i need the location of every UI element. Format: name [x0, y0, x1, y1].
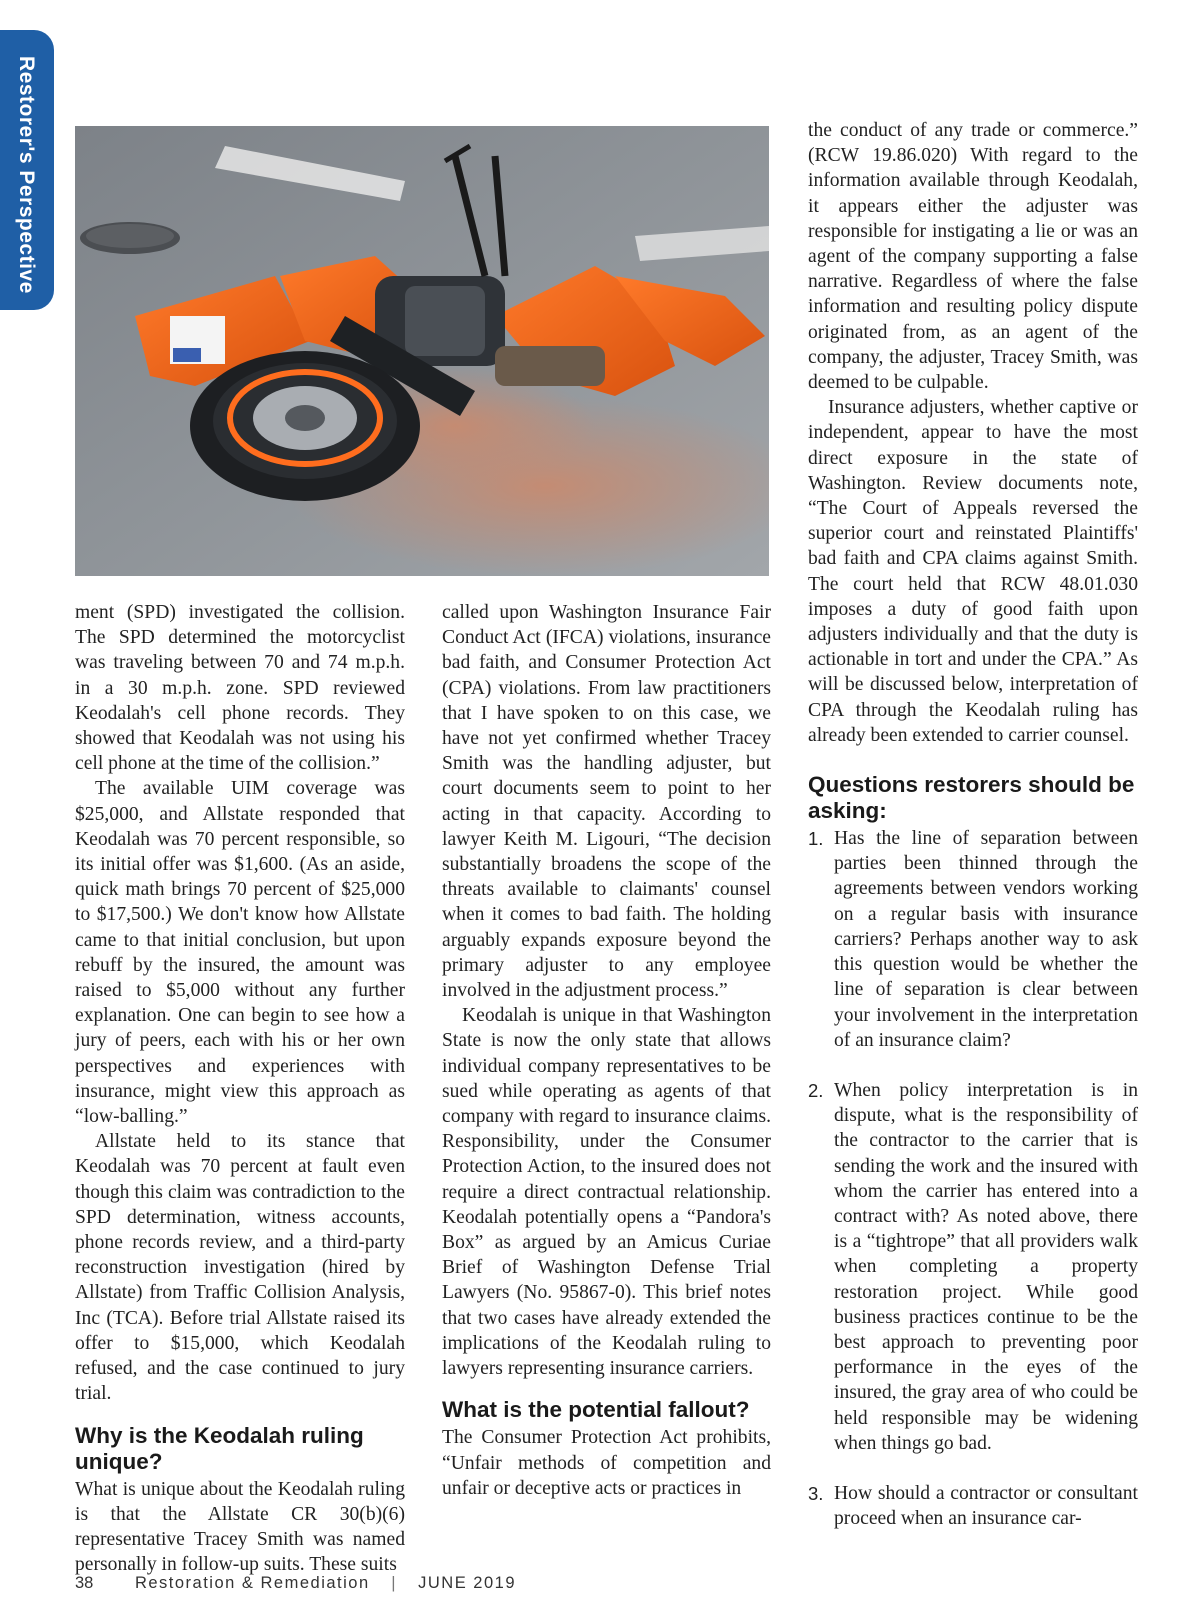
paragraph: Insurance adjusters, whether captive or independent, appear to have the most direct exposure in the state of Washington. Review documents note, “The Court of Appeals reversed the superior court and reinstated Plaintiffs' bad faith and CPA claims against Smith. The court held that RCW 48.01.030 imposes a duty of good faith upon adjusters individually and that the duty is actionable in tort and under the CPA.” As will be discussed below, interpretation of CPA through the Keodalah ruling has already been extended to carrier counsel. [808, 397, 1138, 746]
paragraph: called upon Washington Insurance Fair Conduct Act (IFCA) violations, insurance bad faith, and Consumer Protection Act (CPA) violations. From law practitioners that I have spoken to on this case, we have not yet confirmed whether Tracey Smith was the handling adjuster, but court documents seem to point to her acting in that capacity. According to lawyer Keith M. Ligouri, “The decision substantially broadens the scope of the threats available to claimants' counsel when it comes to bad faith. The holding arguably expands exposure beyond the primary adjuster to any employee involved in the adjustment process.” [442, 602, 771, 1002]
questions-list [808, 826, 1138, 1531]
column-left [75, 600, 405, 1577]
subheading-questions: Questions restorers should be asking: [808, 772, 1135, 824]
article-photo-motorcycle-crash [75, 126, 769, 576]
paragraph: Allstate held to its stance that Keodalah was 70 percent at fault even though this claim was contradiction to the SPD determination, witness accounts, phone records review, and a third-party reconstruction investigation (hired by Allstate) from Traffic Collision Analysis, Inc (TCA). Before trial Allstate raised its offer to $15,000, which Keodalah refused, and the case continued to jury trial. [75, 1131, 405, 1405]
paragraph: What is unique about the Keodalah ruling is that the Allstate CR 30(b)(6) representative Tracey Smith was named personally in follow-up suits. These suits [75, 1478, 405, 1576]
list-item-number: 1. [808, 828, 824, 850]
paragraph: Keodalah is unique in that Washington State is now the only state that allows individual company representatives to be sued while operating as agents of that company with regard to insurance claims. Responsibility, under the Consumer Protection Action, to the insured does not require a direct contractual relationship. Keodalah potentially opens a “Pandora's Box” as argued by an Amicus Curiae Brief of Washington Defense Trial Lawyers (No. 95867-0). This brief notes that two cases have already extended the implications of the Keodalah ruling to lawyers representing insurance carriers. [442, 1005, 771, 1380]
list-item-text: How should a contractor or consultant proceed when an insurance car- [834, 1482, 1138, 1530]
list-item [808, 826, 1138, 1053]
list-item-number: 2. [808, 1079, 824, 1101]
footer-separator: | [391, 1574, 397, 1592]
column-right [808, 118, 1138, 1556]
paragraph: ment (SPD) investigated the collision. The SPD determined the motorcyclist was traveling between 70 and 74 m.p.h. in a 30 m.p.h. zone. SPD reviewed Keodalah's cell phone records. They showed that Keodalah was not using his cell phone at the time of the collision.” [75, 602, 405, 775]
list-item-text: When policy interpretation is in dispute, what is the responsibility of the contractor to the carrier that is sending the work and the insured with whom the carrier has entered into a contract with? As noted above, there is a “tightrope” that all providers walk when completing a property restoration project. While good business practices continue to be the best approach to preventing poor performance in the eyes of the insured, the gray area of who could be held responsible may be widening when things go bad. [834, 1079, 1138, 1454]
list-item [808, 1078, 1138, 1456]
column-middle [442, 600, 771, 1501]
magazine-title: Restoration & Remediation [134, 1574, 370, 1592]
section-tab-label: Restorer's Perspective [15, 56, 38, 294]
list-item-text: Has the line of separation between parties been thinned through the agreements between vendors working on a regular basis with insurance carriers? Perhaps another way to ask this question would be whether the line of separation is clear between your involvement in the interpretation of an insurance claim? [834, 828, 1138, 1051]
subheading-potential-fallout: What is the potential fallout? [442, 1397, 750, 1423]
list-item-number: 3. [808, 1482, 824, 1504]
page-number: 38 [75, 1574, 94, 1592]
paragraph: the conduct of any trade or commerce.” (RCW 19.86.020) With regard to the information available through Keodalah, it appears either the adjuster was responsible for instigating a lie or was an agent of the company supporting a false narrative. Regardless of where the false information and resulting policy dispute originated from, as an agent of the company, the adjuster, Tracey Smith, was deemed to be culpable. [808, 120, 1138, 394]
list-item [808, 1481, 1138, 1531]
paragraph: The Consumer Protection Act prohibits, “Unfair methods of competition and unfair or deceptive acts or practices in [442, 1427, 771, 1499]
subheading-keodalah-unique: Why is the Keodalah ruling unique? [75, 1422, 364, 1474]
issue-date: JUNE 2019 [418, 1574, 517, 1592]
paragraph: The available UIM coverage was $25,000, and Allstate responded that Keodalah was 70 percent responsible, so its initial offer was $1,600. (As an aside, quick math brings 70 percent of $25,000 to $17,500.) We don't know how Allstate came to that initial conclusion, but upon rebuff by the insured, the amount was raised to $5,000 without any further explanation. One can begin to see how a jury of peers, each with his or her own perspectives and experiences with insurance, might view this approach as “low-balling.” [75, 778, 405, 1128]
page-footer [75, 1574, 516, 1600]
section-tab [0, 30, 54, 310]
